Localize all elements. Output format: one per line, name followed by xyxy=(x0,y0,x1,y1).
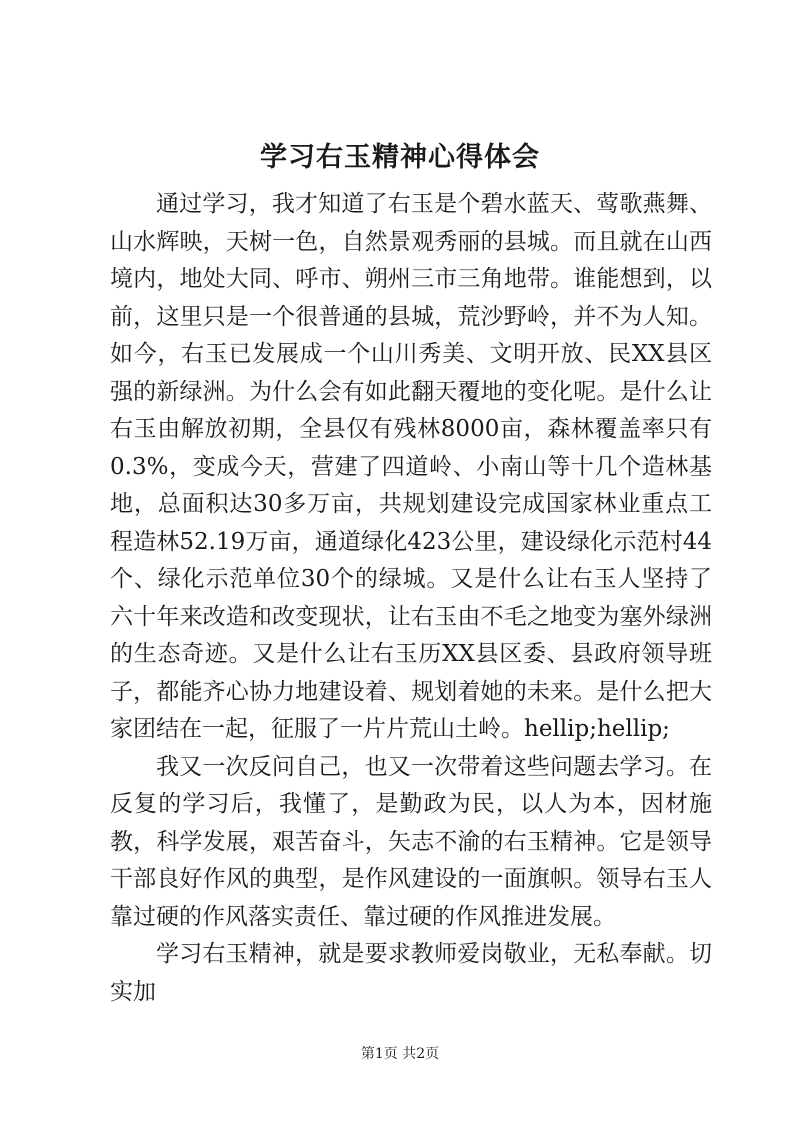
document-title: 学习右玉精神心得体会 xyxy=(260,142,540,173)
paragraph-3: 学习右玉精神，就是要求教师爱岗敬业，无私奉献。切实加 xyxy=(110,941,712,1005)
paragraph-1: 通过学习，我才知道了右玉是个碧水蓝天、莺歌燕舞、山水辉映，天树一色，自然景观秀丽的县城。而且就在山西境内，地处大同、呼市、朔州三市三角地带。谁能想到，以前，这里只是一个很普通的县城，荒沙野岭，并不为人知。如今，右玉已发展成一个山川秀美、文明开放、民XX县区强的新绿洲。为什么会有如此翻天覆地的变化呢。是什么让右玉由解放初期，全县仅有残林8000亩，森林覆盖率只有0.3%，变成今天，营建了四道岭、小南山等十几个造林基地，总面积达30多万亩，共规划建设完成国家林业重点工程造林52.19万亩，通道绿化423公里，建设绿化示范村44个、绿化示范单位30个的绿城。又是什么让右玉人坚持了六十年来改造和改变现状，让右玉由不毛之地变为塞外绿洲的生态奇迹。又是什么让右玉历XX县区委、县政府领导班子，都能齐心协力地建设着、规划着她的未来。是什么把大家团结在一起，征服了一片片荒山土岭。hellip;hellip; xyxy=(110,191,712,742)
document-body xyxy=(110,186,712,1011)
paragraph-2: 我又一次反问自己，也又一次带着这些问题去学习。在反复的学习后，我懂了，是勤政为民，以人为本，因材施教，科学发展，艰苦奋斗，矢志不渝的右玉精神。它是领导干部良好作风的典型，是作风建设的一面旗帜。领导右玉人靠过硬的作风落实责任、靠过硬的作风推进发展。 xyxy=(110,753,712,930)
page-number-footer: 第1页 共2页 xyxy=(360,1046,440,1062)
